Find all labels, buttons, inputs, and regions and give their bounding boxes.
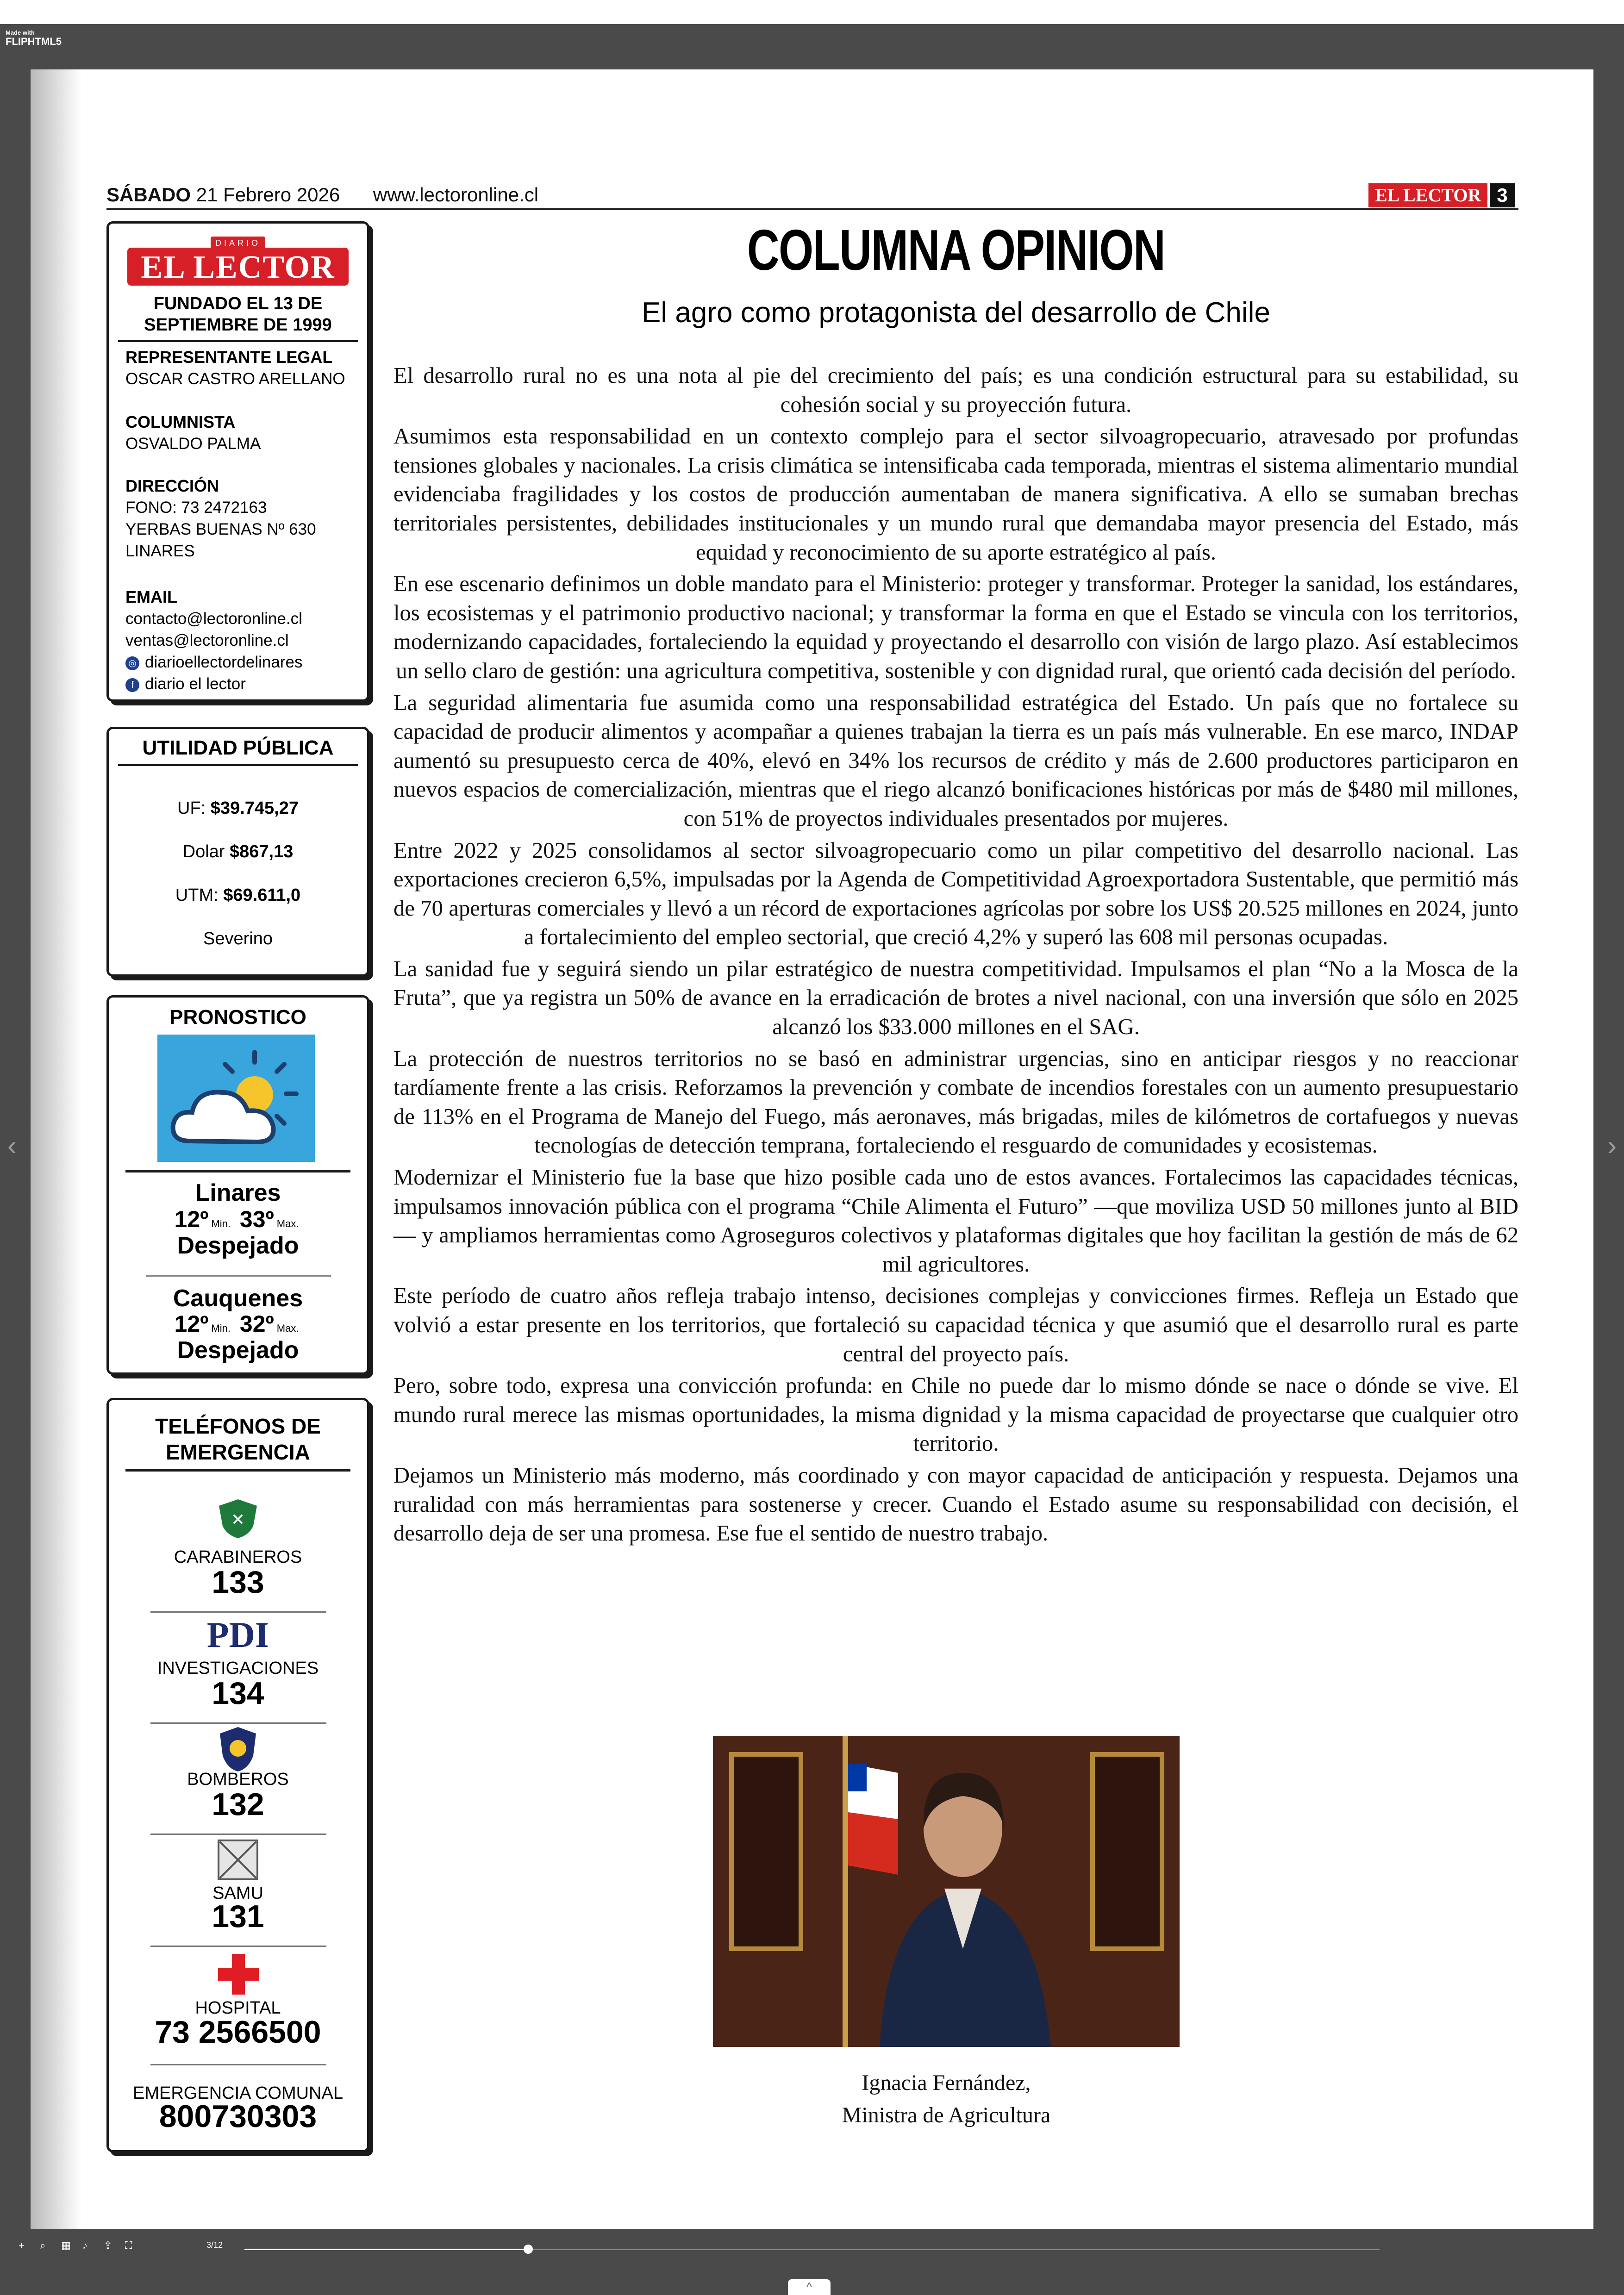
- utm-row: [109, 886, 367, 905]
- forecast-box: [106, 995, 369, 1375]
- page-fold-shadow: [31, 69, 81, 2229]
- email-label: EMAIL: [125, 587, 177, 606]
- max-label: Max.: [276, 1218, 299, 1229]
- page-progress-fill: [244, 2249, 528, 2250]
- instagram-handle: diarioellectordelinares: [145, 653, 303, 671]
- uf-label: UF:: [177, 798, 206, 818]
- facebook-icon: f: [125, 678, 139, 692]
- sound-icon[interactable]: ♪: [82, 2239, 87, 2251]
- hospital-number[interactable]: 73 2566500: [155, 2014, 321, 2050]
- article-paragraph: El desarrollo rural no es una nota al pie del crecimiento del país; es una condición estructural para su estabilidad, su cohesión social y su proyección futura.: [394, 363, 1518, 417]
- emergency-box: [106, 1398, 369, 2152]
- masthead-diario: DIARIO: [211, 237, 265, 249]
- header-brand-logo: EL LECTOR: [1368, 183, 1487, 207]
- utility-title: UTILIDAD PÚBLICA: [142, 736, 334, 759]
- linares-state: Despejado: [177, 1232, 299, 1259]
- photo-caption: [713, 2067, 1180, 2132]
- pdi-label: INVESTIGACIONES: [157, 1659, 319, 1678]
- author-name: Ignacia Fernández,: [862, 2070, 1031, 2095]
- saint-of-day: Severino: [203, 929, 273, 948]
- email-ventas[interactable]: ventas@lectoronline.cl: [125, 631, 289, 649]
- utility-divider: [118, 764, 358, 766]
- phone: FONO: 73 2472163: [125, 499, 267, 517]
- uf-row: [109, 798, 367, 818]
- facebook-handle: diario el lector: [145, 675, 246, 693]
- linares-temps: [109, 1206, 367, 1233]
- dolar-row: [109, 842, 367, 862]
- article-paragraph: Modernizar el Ministerio fue la base que hizo posible cada uno de estos avances. Fortalecimos las capacidades técnicas, impulsamos innovación pública con el programa “Chile Alimenta el Futuro” —que moviliza USD 50 millones junto al BID— y ampliamos herramientas como Agroseguros colectivos y plataformas digitales que hoy facilitan la gestión de más de 62 mil agricultores.: [394, 1165, 1518, 1277]
- emergency-sep: [150, 2064, 326, 2065]
- linares-min: 12º: [174, 1206, 209, 1232]
- header-url[interactable]: www.lectoronline.cl: [373, 184, 539, 206]
- masthead-box: [106, 221, 369, 702]
- carabineros-badge-icon: [216, 1497, 260, 1541]
- article-body: [394, 361, 1518, 1551]
- expand-toolbar-icon[interactable]: ^: [788, 2279, 831, 2295]
- street-address: YERBAS BUENAS Nº 630: [125, 520, 316, 538]
- partly-cloudy-icon: [157, 1035, 315, 1162]
- masthead-divider: [118, 340, 358, 342]
- pdi-logo: PDI: [206, 1615, 269, 1655]
- emergency-sep: [150, 1722, 326, 1724]
- dolar-value: $867,13: [230, 842, 294, 861]
- uf-value: $39.745,27: [210, 798, 299, 818]
- masthead-founded: FUNDADO EL 13 DE SEPTIEMBRE DE 1999: [144, 294, 332, 335]
- emergency-divider: [125, 1469, 350, 1472]
- author-role: Ministra de Agricultura: [842, 2103, 1051, 2127]
- samu-label: SAMU: [212, 1883, 263, 1903]
- samu-broken-image-icon: [217, 1839, 259, 1883]
- header-day: SÁBADO: [106, 184, 191, 206]
- page-progress-handle[interactable]: [524, 2245, 533, 2254]
- utm-label: UTM:: [175, 886, 219, 905]
- page-number: 3: [1490, 183, 1515, 207]
- page-counter: 3/12: [206, 2240, 223, 2250]
- article-paragraph: Dejamos un Ministerio más moderno, más coordinado y con mayor capacidad de anticipación y respuesta. Dejamos una ruralidad con más herramientas para sostenerse y crecer. Cuando el Estado asume su responsabilidad con decisión, el desarrollo deja de ser una promesa. Ese fue el sentido de nuestro trabajo.: [394, 1462, 1518, 1546]
- thumbnails-icon[interactable]: ▦: [61, 2239, 71, 2251]
- carabineros-label: CARABINEROS: [174, 1547, 302, 1567]
- search-icon[interactable]: ⌕: [40, 2239, 46, 2251]
- made-with-label: Made with: [6, 29, 35, 36]
- comunal-label: EMERGENCIA COMUNAL: [133, 2083, 343, 2103]
- cauquenes-min: 12º: [174, 1311, 209, 1337]
- linares-max: 33º: [239, 1206, 274, 1232]
- forecast-divider: [125, 1170, 350, 1172]
- fliphtml5-logo[interactable]: [6, 30, 62, 47]
- rep-label: REPRESENTANTE LEGAL: [125, 348, 333, 367]
- city: LINARES: [125, 542, 195, 560]
- instagram-icon: ◎: [125, 656, 139, 670]
- zoom-in-icon[interactable]: +: [19, 2239, 25, 2251]
- city-linares: Linares: [195, 1179, 281, 1206]
- brand-label: FLIPHTML5: [6, 35, 62, 47]
- samu-number[interactable]: 131: [212, 1899, 264, 1934]
- pdi-number[interactable]: 134: [212, 1676, 264, 1711]
- hospital-label: HOSPITAL: [195, 1998, 281, 2018]
- article-title: El agro como protagonista del desarrollo de Chile: [642, 297, 1270, 329]
- bomberos-number[interactable]: 132: [212, 1787, 264, 1822]
- instagram-row[interactable]: [125, 651, 302, 673]
- columnist-label: COLUMNISTA: [125, 412, 236, 431]
- emergency-sep: [150, 1834, 326, 1835]
- svg-text:✕: ✕: [231, 1510, 245, 1529]
- viewer-top-bar: [0, 0, 1624, 24]
- bomberos-shield-icon: [218, 1725, 258, 1776]
- article-paragraph: En ese escenario definimos un doble mandato para el Ministerio: proteger y transformar. Proteger la sanidad, los estándares, los ecosistemas y el patrimonio productivo nacional; y transformar la forma en que el Estado se vincula con los territorios, modernizando capacidades, fortaleciendo la equidad y proyectando el desarrollo con visión de largo plazo. Así establecimos un sello claro de gestión: una agricultura competitiva, sostenible y con dignidad rural, que orientó cada decisión del período.: [394, 571, 1518, 683]
- min-label-2: Min.: [211, 1322, 231, 1334]
- author-photo: [713, 1736, 1180, 2047]
- fullscreen-icon[interactable]: ⛶: [125, 2239, 132, 2251]
- comunal-number[interactable]: 800730303: [159, 2099, 317, 2134]
- public-utility-box: [106, 727, 369, 977]
- emergency-sep: [150, 1946, 326, 1947]
- dolar-label: Dolar: [182, 842, 225, 861]
- article-paragraph: La sanidad fue y seguirá siendo un pilar estratégico de nuestra competitividad. Impulsamos el plan “No a la Mosca de la Fruta”, que ya registra un 50% de avance en la erradicación de brotes a nivel nacional, con una inversión que sólo en 2025 alcanzó los $33.000 millones en el SAG.: [394, 956, 1518, 1040]
- masthead-logo: EL LECTOR: [127, 248, 349, 286]
- article-paragraph: La protección de nuestros territorios no se basó en administrar urgencias, sino en anticipar riesgos y no reaccionar tardíamente frente a las crisis. Reforzamos la prevención y combate de incendios forestales con un aumento presupuestario de 113% en el Programa de Manejo del Fuego, más aeronaves, más brigadas, miles de kilómetros de cortafuegos y nuevas tecnologías de detección temprana, fortaleciendo el resguardo de comunidades y ecosistemas.: [394, 1046, 1518, 1158]
- cauquenes-temps: [109, 1310, 367, 1337]
- article-paragraph: La seguridad alimentaria fue asumida como una responsabilidad estratégica del Estado. Un país que no fortalece su capacidad de producir alimentos y acompañar a quienes trabajan la tierra es un país más vulnerable. En ese marco, INDAP aumentó su presupuesto cerca de 40%, elevó en 34% los recursos de crédito y más de 2.600 productores participaron en nuevos espacios de comercialización, mientras que el riego alcanzó bonificaciones históricas por más de $480 mil millones, con 51% de proyectos individuales presentados por mujeres.: [394, 690, 1518, 831]
- article-paragraph: Este período de cuatro años refleja trabajo intenso, decisiones complejas y convicciones firmes. Refleja un Estado que volvió a estar presente en los territorios, que fortaleció su capacidad técnica y que asumió que el desarrollo rural es parte central del proyecto país.: [394, 1283, 1518, 1366]
- section-title: COLUMNA OPINION: [747, 218, 1165, 282]
- max-label-2: Max.: [276, 1322, 299, 1334]
- emergency-title: TELÉFONOS DE EMERGENCIA: [155, 1414, 321, 1464]
- city-cauquenes: Cauquenes: [173, 1285, 303, 1312]
- next-page-arrow-icon[interactable]: ›: [1607, 1130, 1617, 1161]
- carabineros-number[interactable]: 133: [212, 1565, 264, 1600]
- emergency-sep: [150, 1611, 326, 1613]
- email-contacto[interactable]: contacto@lectoronline.cl: [125, 610, 302, 628]
- columnist-name: OSVALDO PALMA: [125, 435, 261, 453]
- facebook-row[interactable]: [125, 673, 246, 695]
- header-divider: [106, 208, 1518, 210]
- forecast-title: PRONOSTICO: [169, 1006, 306, 1029]
- utm-value: $69.611,0: [223, 886, 301, 905]
- rep-name: OSCAR CASTRO ARELLANO: [125, 370, 345, 388]
- article-paragraph: Pero, sobre todo, expresa una convicción profunda: en Chile no puede dar lo mismo dónde se nace o dónde se vive. El mundo rural merece las mismas oportunidades, la misma dignidad y la misma capacidad de proyectarse que cualquier otro territorio.: [394, 1373, 1518, 1456]
- bomberos-label: BOMBEROS: [187, 1770, 289, 1789]
- address-label: DIRECCIÓN: [125, 476, 219, 495]
- prev-page-arrow-icon[interactable]: ‹: [7, 1130, 17, 1161]
- header-date: 21 Febrero 2026: [196, 184, 340, 206]
- page-header: [106, 184, 1518, 206]
- article-paragraph: Entre 2022 y 2025 consolidamos al sector silvoagropecuario como un pilar competitivo del desarrollo nacional. Las exportaciones crecieron 6,5%, impulsadas por la Agenda de Competitividad Agroexportadora Sustentable, que permitió más de 70 aperturas comerciales y llevó a un récord de exportaciones agrícolas por sobre los US$ 20.525 millones en 2024, junto a fortalecimiento del empleo sectorial, que creció 4,2% y superó las 608 mil personas ocupadas.: [394, 837, 1518, 950]
- cauquenes-max: 32º: [239, 1311, 274, 1337]
- share-icon[interactable]: ⇪: [104, 2239, 112, 2251]
- forecast-separator: [146, 1275, 331, 1277]
- min-label: Min.: [211, 1218, 231, 1229]
- red-cross-icon: [216, 1952, 261, 1999]
- article-paragraph: Asumimos esta responsabilidad en un contexto complejo para el sector silvoagropecuario, atravesado por profundas tensiones globales y nacionales. La crisis climática se intensificaba cada temporada, mientras el sistema alimentario mundial evidenciaba fragilidades y los costos de producción aumentaban de manera significativa. A ello se sumaban brechas territoriales persistentes, debilidades institucionales y un mundo rural que demandaba mayor presencia del Estado, más equidad y reconocimiento de su aporte estratégico al país.: [394, 424, 1518, 565]
- cauquenes-state: Despejado: [177, 1337, 299, 1364]
